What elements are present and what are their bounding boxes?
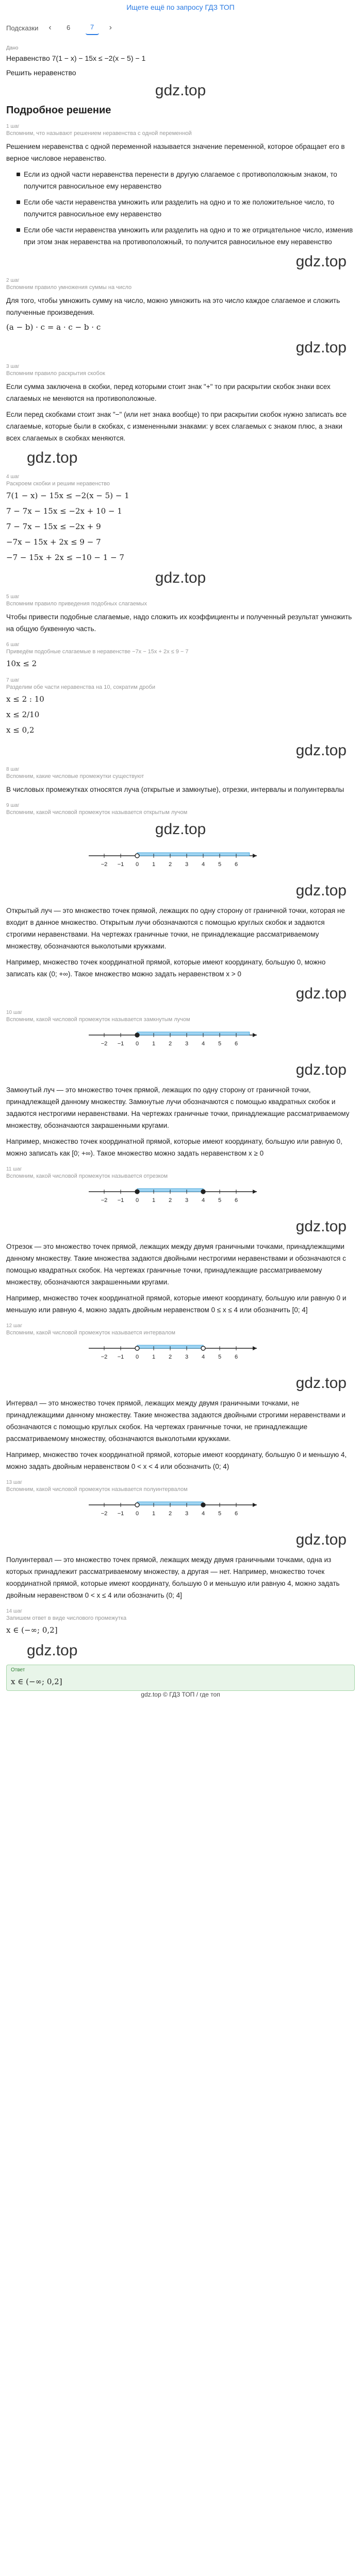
step-6-heading: Приведём подобные слагаемые в неравенстве −7x − 15x + 2x ≤ 9 − 7 <box>6 649 189 655</box>
step-1-text: Решением неравенства с одной переменной называется значение переменной, которое обращает его в верное числовое неравенство. <box>6 143 345 162</box>
axis-arrow <box>253 1033 257 1037</box>
tick-label: 0 <box>135 1511 139 1517</box>
interval-hatch <box>137 1032 250 1035</box>
step-12-text-2: Например, множество точек координатной прямой, которые имеют координату, большую 0 и меньшую 4, можно задать двойным неравенством 0 < x < 4 или обозначить (0; 4) <box>6 1451 347 1470</box>
tick-label: 2 <box>168 1511 172 1517</box>
prev-page-button[interactable]: ‹ <box>48 23 52 32</box>
tick-label: 4 <box>201 1041 205 1047</box>
open-endpoint <box>135 1346 139 1350</box>
step-2-heading: Вспомним правило умножения суммы на число <box>6 284 132 291</box>
step-12-tag: 12 шаг <box>6 1323 23 1329</box>
tick-label: 1 <box>152 1041 156 1047</box>
tick-label: −1 <box>117 1041 124 1047</box>
step-9-text-1: Открытый луч — это множество точек прямой, лежащих по одну сторону от граничной точки, которая не входит в данное множество. Открытым лучи обозначаются с помощью круглых скобок и задаются строгими неравенствами. На чертежах граничные точки, не принадлежащие рассматриваемому множеству, обозначаются выколотыми кружками. <box>6 907 345 950</box>
tick-label: 4 <box>201 1354 205 1360</box>
solution-line: −7x − 15x + 2x ≤ 9 − 7 <box>6 537 101 547</box>
tick-label: 3 <box>185 1511 189 1517</box>
closed-endpoint <box>201 1503 205 1507</box>
related-search-link[interactable]: Ищете ещё по запросу ГДЗ ТОП <box>126 3 235 11</box>
tick-label: 6 <box>234 1197 238 1204</box>
step-11-text-2: Например, множество точек координатной прямой, которые имеют координату, большую или равную 0 и меньшую или равную 4, можно задать двойным неравенством 0 ≤ x ≤ 4 или обозначить [0; 4] <box>6 1294 347 1314</box>
tick-label: 1 <box>152 1354 156 1360</box>
division-line: x ≤ 2 : 10 <box>6 694 44 704</box>
tick-label: 3 <box>185 1354 189 1360</box>
tick-label: −1 <box>117 1511 124 1517</box>
answer-box <box>6 1665 355 1691</box>
tick-label: 4 <box>201 1511 205 1517</box>
watermark: gdz.top <box>296 1531 347 1548</box>
axis-arrow <box>253 854 257 858</box>
step-3-text-2: Если перед скобками стоит знак "−" (или нет знака вообще) то при раскрытии скобок нужно записать все слагаемые, которые были в скобках, с измененными знаками: у всех слагаемых с знаком плюс, а знаки всех слагаемых в скобках меняются. <box>6 411 347 442</box>
number-line-closed-ray <box>6 1023 355 1054</box>
watermark: gdz.top <box>296 985 347 1002</box>
step-12-text-1: Интервал — это множество точек прямой, лежащих между двумя граничными точками, не принадлежащими данному множеству. Такие множества задаются двойными строгими неравенствами и обозначаются с помощью круглых скобок. На чертежах граничные точки, не принадлежащие рассматриваемому множеству, обозначаются выколотыми кружками. <box>6 1399 346 1443</box>
step-13-tag: 13 шаг <box>6 1480 23 1485</box>
step-3-tag: 3 шаг <box>6 364 20 369</box>
given-label: Дано <box>6 45 19 51</box>
watermark: gdz.top <box>155 569 206 586</box>
watermark: gdz.top <box>296 1218 347 1235</box>
step-14-heading: Запишем ответ в виде числового промежутка <box>6 1615 127 1621</box>
pager-label: Подсказки <box>6 24 39 32</box>
tick-label: 3 <box>185 1041 189 1047</box>
interval-answer: x ∈ (−∞; 0,2] <box>6 1625 58 1635</box>
tick-label: 0 <box>135 1354 139 1360</box>
division-line: x ≤ 0,2 <box>6 725 35 735</box>
tick-label: −1 <box>117 1354 124 1360</box>
step-10-text-1: Замкнутый луч — это множество точек прямой, лежащих по одну сторону от граничной точки, принадлежащей данному множеству. Замкнутые лучи обозначаются с помощью квадратных скобок и задаются нестрогими неравенствами. На чертежах граничные точки, принадлежащие рассматриваемому множеству, обозначаются закрашенными кругами. <box>6 1086 350 1129</box>
step-10-heading: Вспомним, какой числовой промежуток называется замкнутым лучом <box>6 1016 190 1023</box>
watermark: gdz.top <box>296 882 347 899</box>
solution-line: 7(1 − x) − 15x ≤ −2(x − 5) − 1 <box>6 491 129 500</box>
closed-endpoint <box>135 1033 139 1037</box>
step-10-tag: 10 шаг <box>6 1010 23 1015</box>
tick-label: −2 <box>101 861 108 868</box>
step-9-text-2: Например, множество точек координатной прямой, которые имеют координату, большую 0, можно записать как (0; +∞). Такое множество можно задать неравенством x > 0 <box>6 958 326 978</box>
tick-label: −2 <box>101 1511 108 1517</box>
tick-label: 6 <box>234 861 238 868</box>
watermark: gdz.top <box>296 339 347 356</box>
next-page-button[interactable]: › <box>109 23 112 32</box>
rule-negative: Если обе части неравенства умножить или разделить на одно и то же отрицательное число, изменив при этом знак неравенства на противоположный, то получится равносильное ему неравенство <box>17 224 355 248</box>
step-3-heading: Вспомним правило раскрытия скобок <box>6 370 105 377</box>
step-3-text-1: Если сумма заключена в скобки, перед которыми стоит знак "+" то при раскрытии скобок знаки всех слагаемых не меняются на противоположные. <box>6 383 331 402</box>
step-11-text-1: Отрезок — это множество точек прямой, лежащих между двумя граничными точками, принадлежащими данному множеству. Такие множества задаются двойными нестрогими неравенствами и обозначаются с помощью квадратных скобок. На чертежах граничные точки, принадлежащие рассматриваемому множеству, обозначаются закрашенными кругами. <box>6 1243 346 1286</box>
step-7-heading: Разделим обе части неравенства на 10, сократим дроби <box>6 684 155 690</box>
solution-line: 7 − 7x − 15x ≤ −2x + 9 <box>6 522 101 531</box>
tick-label: −2 <box>101 1197 108 1204</box>
tick-label: 2 <box>168 1041 172 1047</box>
step-4-heading: Раскроем скобки и решим неравенство <box>6 481 110 487</box>
step-8-heading: Вспомним, какие числовые промежутки существуют <box>6 773 144 779</box>
step-7-tag: 7 шаг <box>6 677 20 683</box>
tick-label: 4 <box>201 1197 205 1204</box>
tick-label: 0 <box>135 861 139 868</box>
watermark: gdz.top <box>296 1375 347 1392</box>
number-line-segment <box>6 1179 355 1210</box>
step-1-heading: Вспомним, что называют решением неравенства с одной переменной <box>6 130 192 137</box>
distributive-formula: (a − b) · c = a · c − b · c <box>6 323 101 332</box>
step-9-heading: Вспомним, какой числовой промежуток называется открытым лучом <box>6 809 188 816</box>
step-5-text: Чтобы привести подобные слагаемые, надо сложить их коэффициенты и полученный результат умножить на общую буквенную часть. <box>6 613 352 633</box>
tick-label: 2 <box>168 861 172 868</box>
step-10-text-2: Например, множество точек координатной прямой, которые имеют координату, большую или равную 0, можно записать как [0; +∞). Такое множество можно задать неравенством x ≥ 0 <box>6 1138 342 1157</box>
number-line-interval <box>6 1336 355 1367</box>
step-12-heading: Вспомним, какой числовой промежуток называется интервалом <box>6 1330 175 1336</box>
watermark: gdz.top <box>27 1642 78 1659</box>
page-7-button[interactable]: 7 <box>86 21 99 35</box>
tick-label: 2 <box>168 1197 172 1204</box>
reduced-inequality: 10x ≤ 2 <box>6 659 37 668</box>
solution-line: −7 − 15x + 2x ≤ −10 − 1 − 7 <box>6 553 124 562</box>
division-line: x ≤ 2/10 <box>6 710 40 719</box>
tick-label: 0 <box>135 1041 139 1047</box>
step-14-tag: 14 шаг <box>6 1608 23 1614</box>
answer-value: x ∈ (−∞; 0,2] <box>11 1677 62 1686</box>
number-line-half-interval <box>6 1493 355 1523</box>
tick-label: 0 <box>135 1197 139 1204</box>
open-endpoint <box>135 854 139 858</box>
tick-label: 1 <box>152 861 156 868</box>
tick-label: 5 <box>218 861 222 868</box>
watermark: gdz.top <box>27 449 78 466</box>
rule-transfer: Если из одной части неравенства перенести в другую слагаемое с противоположным знаком, то получится равносильное ему неравенство <box>17 168 355 192</box>
number-line-open-ray <box>6 843 355 874</box>
rule-positive: Если обе части неравенства умножить или разделить на одно и то же положительное число, то получится равносильное ему неравенство <box>17 196 355 220</box>
tick-label: 5 <box>218 1197 222 1204</box>
step-2-text: Для того, чтобы умножить сумму на число, можно умножить на это число каждое слагаемое и сложить полученные произведения. <box>6 297 340 316</box>
tick-label: 5 <box>218 1041 222 1047</box>
open-endpoint <box>201 1346 205 1350</box>
step-5-heading: Вспомним правило приведения подобных слагаемых <box>6 601 147 607</box>
tick-label: 6 <box>234 1041 238 1047</box>
closed-endpoint <box>135 1190 139 1194</box>
step-8-text: В числовых промежутках относятся луча (открытые и замкнутые), отрезки, интервалы и полуинтервалы <box>6 786 344 793</box>
top-search-link-bar <box>0 0 361 18</box>
watermark: gdz.top <box>155 821 206 838</box>
watermark: gdz.top <box>296 742 347 759</box>
interval-hatch <box>137 853 250 856</box>
watermark: gdz.top <box>296 253 347 270</box>
step-2-tag: 2 шаг <box>6 278 20 283</box>
tick-label: 3 <box>185 861 189 868</box>
page-footer: gdz.top © ГДЗ ТОП / где топ <box>141 1691 220 1698</box>
tick-label: 3 <box>185 1197 189 1204</box>
step-4-tag: 4 шаг <box>6 474 20 480</box>
tick-label: 2 <box>168 1354 172 1360</box>
step-11-tag: 11 шаг <box>6 1166 22 1172</box>
solution-line: 7 − 7x − 15x ≤ −2x + 10 − 1 <box>6 506 122 516</box>
hint-pager <box>0 18 361 38</box>
tick-label: 5 <box>218 1354 222 1360</box>
step-8-tag: 8 шаг <box>6 767 20 772</box>
step-5-tag: 5 шаг <box>6 594 20 600</box>
tick-label: −1 <box>117 1197 124 1204</box>
axis-arrow <box>253 1346 257 1350</box>
step-6-tag: 6 шаг <box>6 642 20 648</box>
page-6-button[interactable]: 6 <box>67 24 71 31</box>
closed-endpoint <box>201 1190 205 1194</box>
tick-label: −2 <box>101 1041 108 1047</box>
step-13-text: Полуинтервал — это множество точек прямой, лежащих между двумя граничными точками, одна из которых принадлежит рассматриваемому множеству, а другая — нет. Например, множество точек координатной прямой, которые имеют координату, большую 0 и меньшую или равную 4, можно задать двойным неравенством 0 < x ≤ 4 или обозначить (0; 4] <box>6 1556 340 1599</box>
axis-arrow <box>253 1190 257 1194</box>
tick-label: 4 <box>201 861 205 868</box>
tick-label: 6 <box>234 1354 238 1360</box>
tick-label: 5 <box>218 1511 222 1517</box>
open-endpoint <box>135 1503 139 1507</box>
tick-label: −1 <box>117 861 124 868</box>
tick-label: −2 <box>101 1354 108 1360</box>
watermark: gdz.top <box>155 82 206 99</box>
solution-title: Подробное решение <box>6 105 111 116</box>
tick-label: 1 <box>152 1511 156 1517</box>
step-9-tag: 9 шаг <box>6 803 20 808</box>
step-11-heading: Вспомним, какой числовой промежуток называется отрезком <box>6 1173 168 1179</box>
task-text: Решить неравенство <box>6 69 76 77</box>
tick-label: 1 <box>152 1197 156 1204</box>
step-1-tag: 1 шаг <box>6 124 20 129</box>
step-13-heading: Вспомним, какой числовой промежуток называется полуинтервалом <box>6 1486 188 1493</box>
watermark: gdz.top <box>296 1061 347 1078</box>
solution-content <box>0 45 361 1698</box>
answer-label: Ответ <box>11 1667 25 1673</box>
given-inequality: Неравенство 7(1 − x) − 15x ≤ −2(x − 5) − 1 <box>6 54 146 62</box>
axis-arrow <box>253 1503 257 1507</box>
tick-label: 6 <box>234 1511 238 1517</box>
